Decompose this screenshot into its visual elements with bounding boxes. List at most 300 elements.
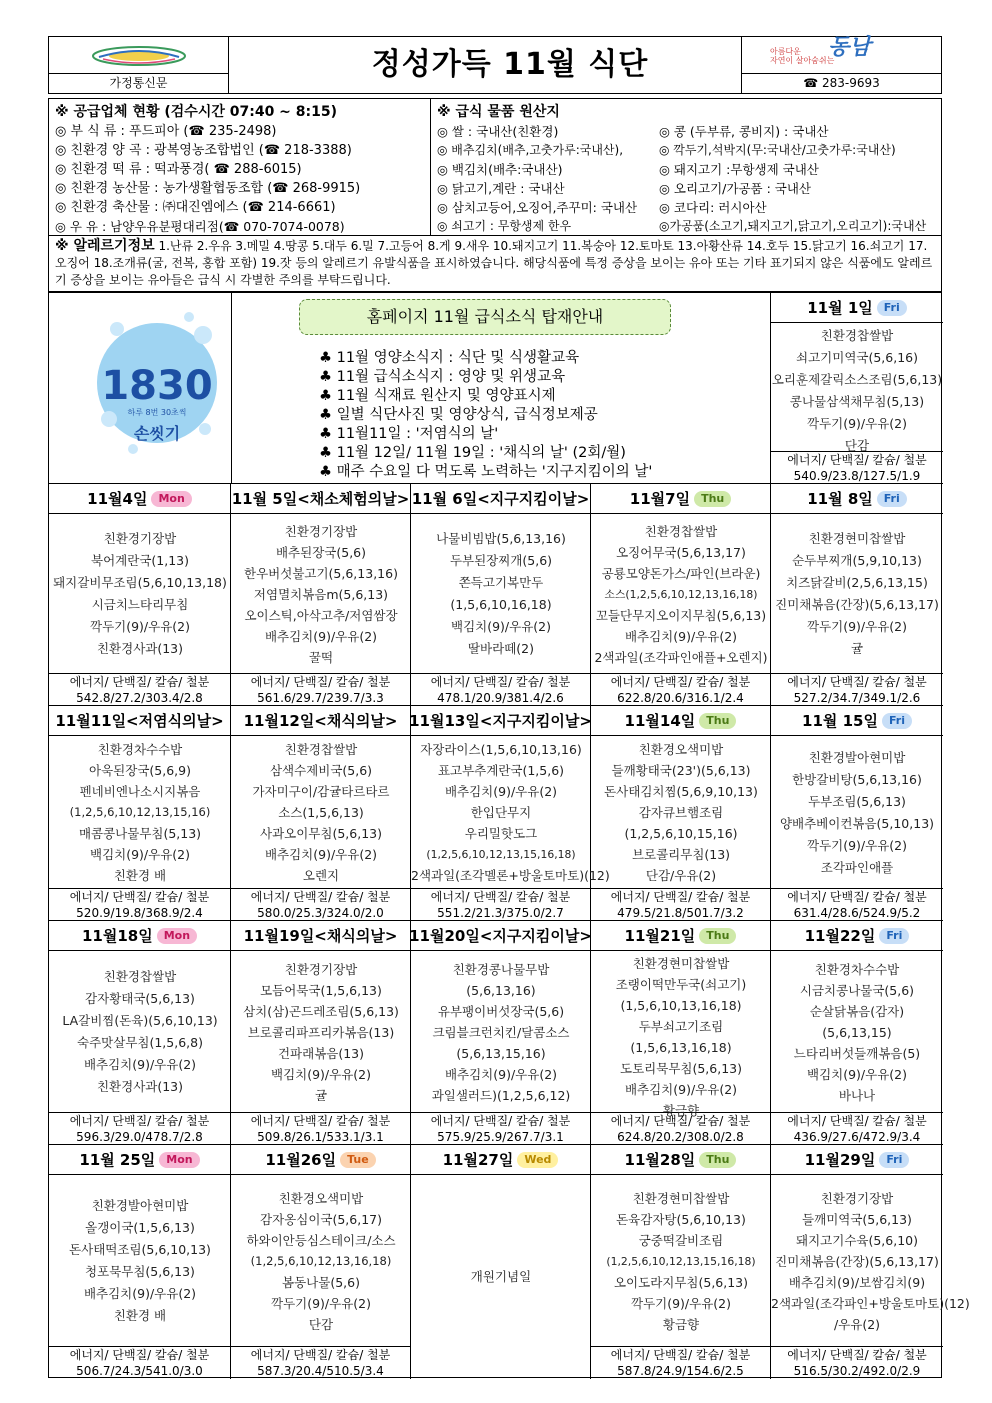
menu-item: 진미채볶음(간장)(5,6,13,17)	[775, 597, 939, 612]
day-header	[231, 921, 411, 951]
nutrition-info	[771, 1113, 943, 1145]
menu-item: 저염멸치볶음m(5,6,13)	[253, 587, 389, 602]
supplier-line: ◎ 친환경 양 곡 : 광복영농조합법인 (☎ 218-3388)	[55, 143, 352, 158]
day-header	[231, 706, 411, 736]
info-section	[48, 98, 942, 236]
nutrition-label: 에너지/ 단백질/ 칼슘/ 철분	[250, 1348, 391, 1362]
day-date: 11월27일	[442, 1151, 514, 1169]
menu-item: 건파래볶음(13)	[277, 1046, 365, 1061]
nutrition-label: 에너지/ 단백질/ 칼슘/ 철분	[69, 675, 210, 689]
menu-item: 친환경사과(13)	[96, 1079, 184, 1094]
menu-item: 가자미구이/감귤타르타르	[252, 784, 390, 799]
nutrition-values: 587.8/24.9/154.6/2.5	[617, 1364, 744, 1378]
school-logo	[89, 43, 189, 69]
day-date: 11월18일	[81, 927, 153, 945]
menu-item: 숙주맛살무침(1,5,6,8)	[77, 1035, 203, 1050]
menu-item: (5,6,13,15)	[822, 1025, 892, 1040]
supplier-line: ◎ 우 유 : 남양우유분평대리점(☎ 070-7074-0078)	[55, 219, 345, 234]
notice-area	[49, 293, 771, 484]
menu-item: 백김치(9)/우유(2)	[90, 847, 190, 862]
weekday-badge: Fri	[877, 491, 907, 507]
menu-item: 진미채볶음(간장)(5,6,13,17)	[775, 1254, 939, 1269]
nutrition-info	[411, 674, 591, 706]
nutrition-label: 에너지/ 단백질/ 칼슘/ 철분	[787, 890, 927, 904]
menu-item: 우리밀핫도그	[464, 826, 538, 841]
menu-list	[411, 739, 610, 886]
day-menu-cell	[591, 736, 771, 889]
weekday-badge: Fri	[877, 300, 907, 316]
nutrition-info	[771, 674, 943, 706]
supplier-line: ◎ 친환경 축산물 : ㈜대진엠에스 (☎ 214-6661)	[55, 200, 336, 215]
day-menu-cell	[591, 951, 771, 1118]
menu-item: 딸바라떼(2)	[467, 641, 534, 656]
menu-item: 들깨황태국(23')(5,6,13)	[611, 763, 751, 778]
menu-item: 깍두기(9)/우유(2)	[90, 619, 190, 634]
nutrition-info	[49, 1113, 231, 1145]
notice-item: ♣ 일별 식단사진 및 영양상식, 급식정보제공	[319, 407, 598, 423]
nutrition-label: 에너지/ 단백질/ 칼슘/ 철분	[787, 675, 927, 689]
menu-item: 배추김치(9)/우유(2)	[83, 1286, 197, 1301]
menu-item: 시금치콩나물국(5,6)	[799, 983, 915, 998]
nutrition-values: 551.2/21.3/375.0/2.7	[437, 906, 564, 920]
nutrition-values: 516.5/30.2/492.0/2.9	[793, 1364, 921, 1378]
nutrition-info	[49, 889, 231, 921]
header-right	[741, 37, 941, 93]
menu-list	[411, 528, 591, 660]
menu-item: 친환경콩나물무밥	[452, 962, 550, 977]
menu-item: 단감	[844, 438, 870, 453]
weekday-badge: Tue	[340, 1152, 376, 1168]
menu-item: 감자옹심이국(5,6,17)	[260, 1212, 382, 1227]
nutrition-info	[231, 674, 411, 706]
weekday-badge: Thu	[699, 1152, 736, 1168]
supplier-line: ◎ 친환경 농산물 : 농가생활협동조합 (☎ 268-9915)	[55, 181, 361, 196]
notice-item: ♣ 11월 식재료 원산지 및 영양표시제	[319, 388, 556, 404]
day-header	[591, 484, 771, 514]
notice-banner: 홈페이지 11월 급식소식 탑재안내	[299, 299, 671, 335]
menu-item: 바나나	[838, 1088, 876, 1103]
day-menu-cell	[49, 951, 231, 1113]
day-menu-cell	[411, 951, 591, 1113]
nutrition-label: 에너지/ 단백질/ 칼슘/ 철분	[430, 890, 571, 904]
menu-list	[771, 325, 943, 457]
day-date: 11월7일	[629, 490, 691, 508]
menu-item: 친환경기장밥	[284, 962, 358, 977]
brand-logo: 동남	[828, 35, 871, 60]
menu-item: 깍두기(9)/우유(2)	[807, 416, 907, 431]
menu-item: 돼지갈비무조림(5,6,10,13,18)	[53, 575, 227, 590]
menu-list	[591, 739, 771, 886]
day-header	[591, 706, 771, 736]
menu-item: 조랭이떡만두국(쇠고기)	[615, 977, 747, 992]
menu-item: 친환경오색미밥	[638, 742, 724, 757]
menu-list	[231, 739, 411, 886]
nutrition-values: 622.8/20.6/316.1/2.4	[617, 691, 744, 705]
nutrition-label: 에너지/ 단백질/ 칼슘/ 철분	[787, 453, 927, 467]
menu-item: 친환경오색미밥	[278, 1191, 364, 1206]
day-date: 11월22일	[804, 927, 876, 945]
menu-item: 백김치(9)/우유(2)	[807, 1067, 907, 1082]
menu-item: 2색과일(조각멜론+방울토마토)(12)	[411, 868, 610, 883]
nutrition-label: 에너지/ 단백질/ 칼슘/ 철분	[610, 890, 751, 904]
menu-item: 배추김치(9)/우유(2)	[264, 629, 378, 644]
nutrition-values: 540.9/23.8/127.5/1.9	[793, 469, 921, 483]
day-header	[771, 293, 943, 323]
menu-list	[49, 1195, 231, 1327]
nutrition-info	[591, 674, 771, 706]
menu-item: 귤	[850, 641, 864, 656]
menu-item: 감자큐브햄조림	[638, 805, 724, 820]
day-date: 11월28일	[624, 1151, 696, 1169]
nutrition-values: 436.9/27.6/472.9/3.4	[793, 1130, 921, 1144]
allergy-info	[48, 236, 942, 292]
menu-item: 치즈닭갈비(2,5,6,13,15)	[786, 575, 928, 590]
menu-item: 귤	[314, 1088, 328, 1103]
day-menu-cell	[411, 514, 591, 674]
menu-list	[771, 528, 943, 660]
menu-item: 두부된장찌개(5,6)	[449, 553, 553, 568]
day-date: 11월19일<채식의날>	[243, 927, 398, 945]
day-menu-cell	[49, 736, 231, 889]
menu-item: 친환경 배	[113, 1308, 167, 1323]
menu-item: 두부조림(5,6,13)	[808, 794, 906, 809]
logo-small-text: 하루 8번 30초씩	[127, 408, 187, 417]
nutrition-info	[49, 1347, 231, 1379]
day-menu-cell	[771, 1175, 970, 1347]
weekday-badge: Wed	[517, 1152, 558, 1168]
menu-item: (5,6,13,16)	[466, 983, 536, 998]
allergy-text: 1.난류 2.우유 3.메밀 4.땅콩 5.대두 6.밀 7.고등어 8.게 9.새우 10.돼지고기 11.복숭아 12.토마토 13.아황산류 14.호두 15.닭고기 16.쇠고기 17.오징어 18.조개류(굴, 전복, 홍합 포함) 19.잣 등의 알레르기 유발식품을 표시하였습니다. 해당식품에 특정 증상을 보이는 유아 또는 기타 표기되지 않은 식품에도 알레르기 증상을 보이는 유아들은 급식 시 각별한 주의를 부탁드립니다.	[55, 239, 933, 287]
nutrition-info	[231, 1347, 411, 1379]
nutrition-info	[591, 1113, 771, 1145]
day-header	[411, 484, 591, 514]
page-title: 정성가득 11월 식단	[371, 47, 649, 82]
nutrition-label: 에너지/ 단백질/ 칼슘/ 철분	[787, 1348, 927, 1362]
day-header	[411, 921, 591, 951]
menu-item: 깍두기(9)/우유(2)	[807, 619, 907, 634]
nutrition-info	[591, 1347, 771, 1379]
day-header	[771, 706, 943, 736]
menu-item: (1,2,5,6,10,12,13,16,18)	[250, 1254, 392, 1268]
menu-item: 크림블크런치킨/달콤소스	[432, 1025, 570, 1040]
day-header	[231, 484, 411, 514]
supplier-line: ◎ 부 식 류 : 푸드피아 (☎ 235-2498)	[55, 124, 277, 139]
menu-item: 단감/우유(2)	[645, 868, 717, 883]
nutrition-label: 에너지/ 단백질/ 칼슘/ 철분	[430, 1114, 571, 1128]
menu-item: 배추김치(9)/우유(2)	[83, 1057, 197, 1072]
nutrition-label: 에너지/ 단백질/ 칼슘/ 철분	[69, 890, 210, 904]
menu-item: 순두부찌개(5,9,10,13)	[792, 553, 922, 568]
notice-item: ♣ 11월 영양소식지 : 식단 및 식생활교육	[319, 350, 580, 366]
menu-item: (1,5,6,10,16,18)	[450, 597, 552, 612]
menu-item: 배추김치(9)/보쌈김치(9)	[788, 1275, 926, 1290]
weekday-badge: Thu	[699, 713, 736, 729]
menu-list	[591, 521, 771, 668]
weekday-badge: Mon	[159, 1152, 199, 1168]
menu-item: 삼색수제비국(5,6)	[269, 763, 373, 778]
day-header	[591, 1145, 771, 1175]
menu-item: 쇠고기미역국(5,6,16)	[796, 350, 918, 365]
day-date: 11월12일<채식의날>	[243, 712, 398, 730]
menu-item: 소스(1,5,6,13)	[278, 805, 364, 820]
menu-item: 아욱된장국(5,6,9)	[89, 763, 191, 778]
day-date: 11월29일	[804, 1151, 876, 1169]
menu-item: 배추김치(9)/우유(2)	[264, 847, 378, 862]
day-date: 11월 6일<지구지킴이날>	[411, 490, 590, 508]
menu-item: 배추김치(9)/우유(2)	[444, 1067, 558, 1082]
day-header	[411, 706, 591, 736]
origin-row: ◎ 배추김치(배추,고춧가루:국내산), ◎ 깍두기,석박지(무:국내산/고춧가루:국내산)	[437, 143, 896, 157]
nutrition-label: 에너지/ 단백질/ 칼슘/ 철분	[69, 1348, 210, 1362]
notice-item: ♣ 11월 12일/ 11월 19일 : '채식의 날' (2회/월)	[319, 445, 626, 461]
nutrition-values: 561.6/29.7/239.7/3.3	[257, 691, 384, 705]
day-date: 11월 8일	[807, 490, 873, 508]
menu-item: 감자황태국(5,6,13)	[85, 991, 195, 1006]
supplier-line: ◎ 친환경 떡 류 : 떡과풍경( ☎ 288-6015)	[55, 162, 302, 177]
origin-title: ※ 급식 물품 원산지	[437, 104, 560, 120]
allergy-title: ※ 알레르기정보	[55, 238, 155, 254]
menu-item: 매콤콩나물무침(5,13)	[78, 826, 202, 841]
origin-row: ◎ 쇠고기 : 무항생제 한우 ◎가공품(소고기,돼지고기,닭고기,오리고기):국내산	[437, 219, 927, 233]
menu-item: 청포묵무침(5,6,13)	[85, 1264, 195, 1279]
menu-item: 친환경기장밥	[103, 531, 177, 546]
school-slogan	[742, 35, 941, 71]
nutrition-values: 506.7/24.3/541.0/3.0	[76, 1364, 203, 1378]
nutrition-values: 587.3/20.4/510.5/3.4	[257, 1364, 384, 1378]
menu-item: 시금치느타리무침	[91, 597, 189, 612]
weekday-badge: Fri	[879, 928, 909, 944]
nutrition-values: 542.8/27.2/303.4/2.8	[76, 691, 203, 705]
day-date: 11월 5일<채소체험의날>	[231, 490, 410, 508]
day-date: 11월13일<지구지킴이날>	[409, 712, 592, 730]
menu-list	[771, 959, 943, 1106]
header-left-caption: 가정통신문	[49, 73, 228, 93]
menu-item: 궁중떡갈비조림	[638, 1233, 724, 1248]
nutrition-values: 624.8/20.2/308.0/2.8	[617, 1130, 744, 1144]
menu-item: 브로콜리무침(13)	[631, 847, 731, 862]
nutrition-values: 575.9/25.9/267.7/3.1	[437, 1130, 564, 1144]
menu-item: (1,2,5,6,10,12,13,15,16,18)	[606, 1255, 756, 1268]
day-menu-cell	[771, 323, 943, 452]
menu-item: 친환경기장밥	[820, 1191, 894, 1206]
menu-item: 쫀득고기복만두	[458, 575, 544, 590]
menu-list	[411, 1266, 591, 1288]
menu-item: 나물비빔밥(5,6,13,16)	[436, 531, 566, 546]
day-menu-cell	[411, 1175, 591, 1379]
menu-item: 친환경찹쌀밥	[284, 742, 358, 757]
menu-item: 삼치(삼)곤드레조림(5,6,13)	[243, 1004, 399, 1019]
day-header	[591, 921, 771, 951]
nutrition-label: 에너지/ 단백질/ 칼슘/ 철분	[610, 675, 751, 689]
origin-row: ◎ 삼치고등어,오징어,주꾸미: 국내산 ◎ 코다리: 러시아산	[437, 200, 767, 215]
menu-item: 모듬어묵국(1,5,6,13)	[260, 983, 382, 998]
day-menu-cell	[49, 1175, 231, 1347]
menu-item: (1,2,5,6,10,12,13,15,16,18)	[426, 848, 576, 861]
menu-item: 황금향	[662, 1103, 700, 1118]
menu-item: 올갱이국(1,5,6,13)	[85, 1220, 195, 1235]
menu-list	[591, 1188, 771, 1335]
day-menu-cell	[771, 951, 943, 1113]
menu-item: 소스(1,2,5,6,10,12,13,16,18)	[604, 588, 758, 601]
menu-item: 도토리묵무침(5,6,13)	[620, 1061, 742, 1076]
day-date: 11월 25일	[79, 1151, 156, 1169]
handwash-logo	[93, 299, 221, 469]
menu-calendar	[48, 292, 970, 1378]
menu-item: 자장라이스(1,5,6,10,13,16)	[420, 742, 582, 757]
menu-item: 북어계란국(1,13)	[91, 553, 189, 568]
menu-item: 조각파인애플	[820, 860, 894, 875]
menu-list	[231, 1188, 411, 1335]
menu-item: 사과오이무침(5,6,13)	[260, 826, 382, 841]
notice-list	[319, 349, 759, 482]
menu-item: /우유(2)	[833, 1317, 881, 1332]
day-header	[771, 921, 943, 951]
slogan-line-2: 자연이 살아숨쉬는	[770, 56, 835, 65]
day-menu-cell	[411, 736, 610, 889]
nutrition-values: 478.1/20.9/381.4/2.6	[437, 691, 564, 705]
menu-item: 친환경기장밥	[284, 524, 358, 539]
menu-list	[49, 739, 231, 886]
day-menu-cell	[231, 514, 411, 674]
menu-item: (1,5,6,13,16,18)	[630, 1040, 732, 1055]
menu-item: (5,6,13,15,16)	[456, 1046, 546, 1061]
header-phone: ☎ 283-9693	[742, 73, 941, 93]
nutrition-label: 에너지/ 단백질/ 칼슘/ 철분	[610, 1114, 751, 1128]
nutrition-values: 479.5/21.8/501.7/3.2	[617, 906, 744, 920]
header-left	[49, 37, 229, 93]
nutrition-label: 에너지/ 단백질/ 칼슘/ 철분	[250, 675, 391, 689]
page-header	[48, 36, 942, 94]
origin-row: ◎ 백김치(배추:국내산) ◎ 돼지고기 :무항생제 국내산	[437, 162, 819, 177]
day-header	[411, 1145, 591, 1175]
slogan-line-1: 아름다운	[770, 47, 801, 56]
nutrition-label: 에너지/ 단백질/ 칼슘/ 철분	[610, 1348, 751, 1362]
day-date: 11월21일	[624, 927, 696, 945]
menu-item: 하와이안등심스테이크/소스	[246, 1233, 396, 1248]
origin-panel	[431, 99, 943, 235]
origin-row: ◎ 닭고기,계란 : 국내산 ◎ 오리고기/가공품 : 국내산	[437, 181, 812, 196]
menu-item: 친환경현미찹쌀밥	[808, 531, 906, 546]
logo-caption: 손씻기	[133, 424, 181, 443]
menu-item: 배추된장국(5,6)	[275, 545, 366, 560]
menu-item: 깍두기(9)/우유(2)	[271, 1296, 371, 1311]
weekday-badge: Thu	[694, 491, 731, 507]
menu-item: 펜네비엔나소시지볶음	[79, 784, 201, 799]
menu-item: 깍두기(9)/우유(2)	[807, 838, 907, 853]
menu-item: 유부팽이버섯장국(5,6)	[437, 1004, 565, 1019]
notice-item: ♣ 매주 수요일 다 먹도록 노력하는 '지구지킴이의 날'	[319, 464, 653, 480]
menu-item: 2색과일(조각파인애플+오렌지)	[594, 650, 768, 665]
menu-item: 백김치(9)/우유(2)	[451, 619, 551, 634]
menu-item: 친환경현미찹쌀밥	[632, 1191, 730, 1206]
day-menu-cell	[231, 951, 411, 1113]
menu-item: 친환경 배	[113, 868, 167, 883]
menu-item: 2색과일(조각파인+방울토마토)(12)	[771, 1296, 970, 1311]
day-header	[231, 1145, 411, 1175]
supplier-title: ※ 공급업체 현황 (검수시간 07:40 ~ 8:15)	[55, 104, 338, 120]
menu-item: 순살닭볶음(감자)	[809, 1004, 905, 1019]
day-date: 11월26일	[265, 1151, 337, 1169]
day-menu-cell	[231, 736, 411, 889]
menu-item: 한입단무지	[470, 805, 532, 820]
day-date: 11월20일<지구지킴이날>	[409, 927, 592, 945]
weekday-badge: Mon	[151, 491, 191, 507]
nutrition-values: 520.9/19.8/368.9/2.4	[76, 906, 203, 920]
nutrition-info	[591, 889, 771, 921]
day-date: 11월14일	[624, 712, 696, 730]
nutrition-info	[231, 889, 411, 921]
nutrition-label: 에너지/ 단백질/ 칼슘/ 철분	[250, 890, 391, 904]
menu-item: 돼지고기수육(5,6,10)	[796, 1233, 918, 1248]
day-header	[49, 706, 231, 736]
supplier-panel	[49, 99, 431, 235]
nutrition-label: 에너지/ 단백질/ 칼슘/ 철분	[430, 675, 571, 689]
day-date: 11월4일	[87, 490, 148, 508]
nutrition-info	[49, 674, 231, 706]
day-header	[49, 921, 231, 951]
menu-item: 친환경현미찹쌀밥	[632, 956, 730, 971]
menu-list	[411, 959, 591, 1106]
menu-item: 단감	[308, 1317, 334, 1332]
menu-list	[49, 528, 231, 660]
notice-item: ♣ 11월11일 : '저염식의 날'	[319, 426, 499, 442]
menu-item: 돈사태김치찜(5,6,9,10,13)	[604, 784, 758, 799]
menu-item: 돈육감자탕(5,6,10,13)	[616, 1212, 746, 1227]
menu-item: 꼬들단무지오이지무침(5,6,13)	[595, 608, 767, 623]
menu-item: 오리훈제갈릭소스조림(5,6,13)	[771, 372, 943, 387]
menu-item: 꿀떡	[308, 650, 334, 665]
menu-item: 콩나물삼색채무침(5,13)	[789, 394, 925, 409]
menu-item: 친환경찹쌀밥	[644, 524, 718, 539]
day-header	[771, 1145, 943, 1175]
day-date: 11월 15일	[802, 712, 878, 730]
nutrition-info	[231, 1113, 411, 1145]
menu-item: 친환경찹쌀밥	[103, 969, 177, 984]
menu-item: 친환경사과(13)	[96, 641, 184, 656]
day-header	[771, 484, 943, 514]
menu-list	[771, 1188, 970, 1335]
menu-item: 오렌지	[302, 868, 340, 883]
weekday-badge: Fri	[882, 713, 912, 729]
menu-item: 표고부추계란국(1,5,6)	[437, 763, 565, 778]
menu-item: 과일샐러드)(1,2,5,6,12)	[431, 1088, 571, 1103]
day-header	[49, 1145, 231, 1175]
menu-item: 친환경차수수밥	[97, 742, 183, 757]
menu-list	[231, 521, 411, 668]
menu-item: 양배추베이컨볶음(5,10,13)	[779, 816, 935, 831]
nutrition-info	[771, 889, 943, 921]
nutrition-info	[771, 1347, 943, 1379]
weekday-badge: Mon	[157, 928, 197, 944]
menu-item: 공룡모양돈가스/파인(브라운)	[601, 566, 761, 581]
menu-item: 백김치(9)/우유(2)	[271, 1067, 371, 1082]
day-menu-cell	[771, 514, 943, 674]
menu-item: 개원기념일	[470, 1269, 532, 1284]
day-menu-cell	[49, 514, 231, 674]
menu-list	[49, 966, 231, 1098]
menu-item: (1,2,5,6,10,12,13,15,16)	[69, 805, 211, 819]
menu-item: (1,2,5,6,10,15,16)	[624, 826, 738, 841]
menu-item: 황금향	[662, 1317, 700, 1332]
logo-number: 1830	[101, 363, 213, 409]
menu-item: 두부쇠고기조림	[638, 1019, 724, 1034]
menu-item: 배추김치(9)/우유(2)	[624, 1082, 738, 1097]
menu-item: 오이도라지무침(5,6,13)	[613, 1275, 749, 1290]
nutrition-info	[411, 889, 591, 921]
origin-row: ◎ 쌀 : 국내산(친환경) ◎ 콩 (두부류, 콩비지) : 국내산	[437, 124, 829, 139]
menu-item: 배추김치(9)/우유(2)	[624, 629, 738, 644]
nutrition-info	[411, 1113, 591, 1145]
